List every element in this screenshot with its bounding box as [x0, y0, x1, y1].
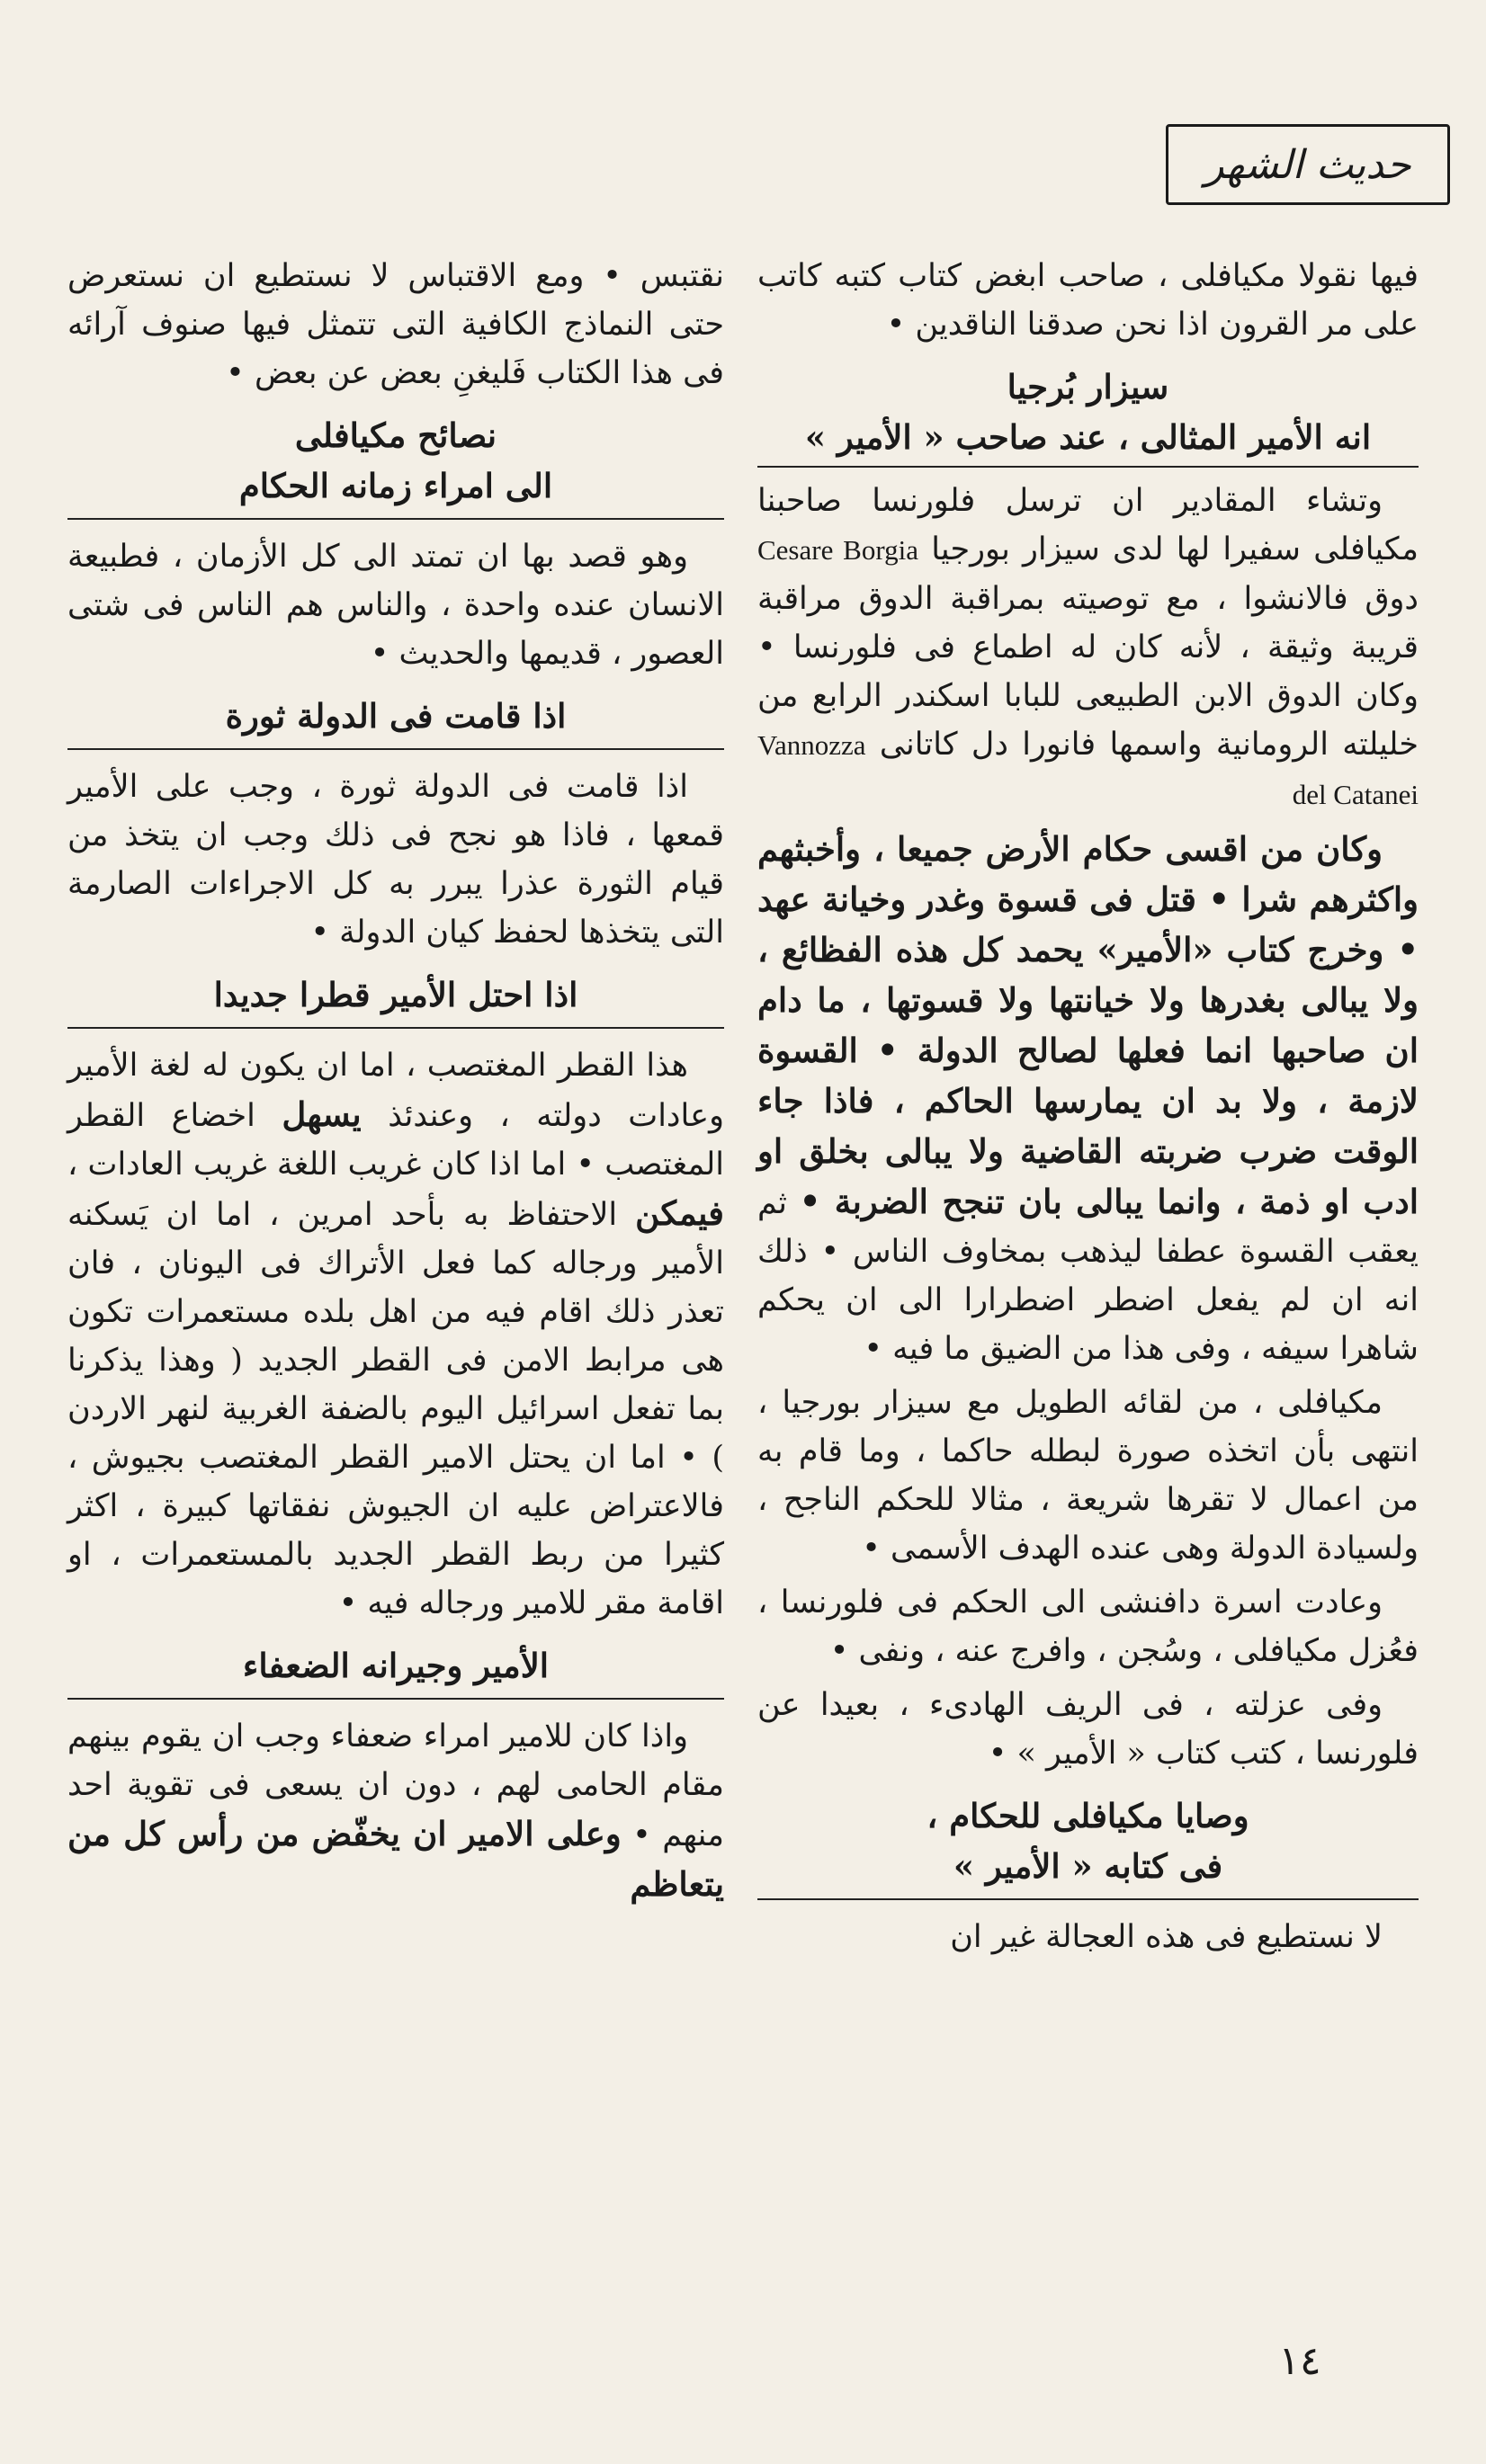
section-heading: [757, 362, 1419, 462]
bold-text: وكان من اقسى حكام الأرض جميعا ، وأخبثهم واكثرهم شرا • قتل فى قسوة وغدر وخيانة عهد • وخرج كتاب «الأمير» يحمد كل هذه الفظائع ، ولا يبالى بغدرها ولا خيانتها ولا قسوتها ، ما دام ان صاحبها انما فعلها لصالح الدولة • القسوة لازمة ، ولا بد ان يمارسها الحاكم ، فاذا جاء الوقت ضرب ضربته القاضية ولا يبالى بخلق او ادب او ذمة ، وانما يبالى بان تنجح الضربة •: [757, 829, 1419, 1221]
paragraph: وعادت اسرة دافنشى الى الحكم فى فلورنسا ، فعُزل مكيافلى ، وسُجن ، وافرج عنه ، ونفى •: [757, 1585, 1419, 1669]
text: الاحتفاظ به بأحد امرين ، اما ان يَسكنه الأمير ورجاله كما فعل الأتراك فى اليونان ، فان تعذر ذلك اقام فيه من اهل بلده مستعمرات تكون هى مرابط الامن فى القطر الجديد ( وهذا يذكرنا بما تفعل اسرائيل اليوم بالضفة الغربية لنهر الاردن ) • اما ان يحتل الامير القطر المغتصب بجيوش ، فالاعتراض عليه ان الجيوش نفقاتها كبيرة ، اكثر كثيرا من ربط القطر الجديد بالمستعمرات ، او اقامة مقر للامير ورجاله فيه •: [67, 1197, 724, 1621]
section-heading: [67, 410, 724, 520]
paragraph: وفى عزلته ، فى الريف الهادىء ، بعيدا عن فلورنسا ، كتب كتاب « الأمير » •: [757, 1687, 1419, 1772]
heading-line: انه الأمير المثالى ، عند صاحب « الأمير »: [804, 417, 1372, 457]
heading-line: فى كتابه « الأمير »: [953, 1846, 1223, 1886]
latin-name: Cesare Borgia: [757, 534, 918, 566]
bold-text: وعلى الامير ان يخفّض من رأس كل من يتعاظم: [67, 1814, 724, 1904]
section-heading: [757, 1790, 1419, 1900]
page-number: ١٤: [1278, 2338, 1321, 2384]
heading-line: وصايا مكيافلى للحكام ،: [927, 1796, 1249, 1835]
paragraph: [67, 1041, 724, 1628]
text: اخضاع القطر المغتصب • اما اذا كان غريب اللغة غريب العادات ،: [67, 1098, 724, 1183]
paragraph: مكيافلى ، من لقائه الطويل مع سيزار بورجيا ، انتهى بأن اتخذه صورة لبطله حاكما ، وما قام به من اعمال لا تقرها شريعة ، مثالا للحكم الناجح ، ولسيادة الدولة وهى عنده الهدف الأسمى •: [757, 1385, 1419, 1567]
text: دوق فالانشوا ، مع توصيته بمراقبة الدوق مراقبة قريبة وثيقة ، لأنه كان له اطماع فى فلورنسا • وكان الدوق الابن الطبيعى للبابا اسكندر الرابع من خليلته الرومانية واسمها فانورا دل كاتانى: [757, 581, 1419, 763]
paragraph: لا نستطيع فى هذه العجالة غير ان: [950, 1919, 1383, 1955]
text: وتشاء المقادير ان ترسل فلورنسا صاحبنا مكيافلى سفيرا لها لدى سيزار بورجيا: [757, 483, 1419, 567]
heading-line: نصائح مكيافلى: [294, 415, 497, 455]
column-title: حديث الشهر: [1204, 141, 1411, 188]
text: ثم يعقب القسوة عطفا ليذهب بمخاوف الناس • ذلك انه ان لم يفعل اضطر اضطرارا الى ان يحكم شاهرا سيفه ، وفى هذا من الضيق ما فيه •: [757, 1185, 1419, 1367]
heading-rule: [757, 466, 1419, 468]
text: هذا القطر المغتصب ، اما ان يكون له لغة الأمير وعادات دولته ، وعندئذ: [67, 1048, 724, 1134]
paragraph: [67, 1712, 724, 1910]
paragraph: [757, 825, 1419, 1373]
heading-line: الى امراء زمانه الحكام: [238, 466, 553, 505]
bold-text: فيمكن: [635, 1193, 724, 1233]
paragraph: اذا قامت فى الدولة ثورة ، وجب على الأمير قمعها ، فاذا هو نجح فى ذلك وجب ان يتخذ من قيام الثورة عذرا يبرر به كل الاجراءات الصارمة التى يتخذها لحفظ كيان الدولة •: [67, 769, 724, 951]
text: واذا كان للامير امراء ضعفاء وجب ان يقوم بينهم مقام الحامى لهم ، دون ان يسعى فى تقوية احد منهم •: [67, 1719, 724, 1853]
section-heading: اذا قامت فى الدولة ثورة: [67, 691, 724, 750]
paragraph: فيها نقولا مكيافلى ، صاحب ابغض كتاب كتبه كاتب على مر القرون اذا نحن صدقنا الناقدين •: [757, 258, 1419, 343]
latin-name: Vannozza del Catanei: [757, 729, 1419, 810]
paragraph: وهو قصد بها ان تمتد الى كل الأزمان ، فطبيعة الانسان عنده واحدة ، والناس هم الناس فى شتى العصور ، قديمها والحديث •: [67, 539, 724, 672]
left-column: [67, 252, 724, 1915]
heading-line: سيزار بُرجيا: [1007, 367, 1169, 406]
right-column: [757, 252, 1419, 1967]
paragraph: [757, 477, 1419, 819]
section-heading: اذا احتل الأمير قطرا جديدا: [67, 969, 724, 1029]
paragraph: نقتبس • ومع الاقتباس لا نستطيع ان نستعرض حتى النماذج الكافية التى تتمثل فيها صنوف آرائه فى هذا الكتاب فَليغنِ بعض عن بعض •: [67, 258, 724, 391]
section-heading: الأمير وجيرانه الضعفاء: [67, 1640, 724, 1700]
column-header-box: [1166, 124, 1450, 205]
bold-text: يسهل: [282, 1094, 362, 1134]
